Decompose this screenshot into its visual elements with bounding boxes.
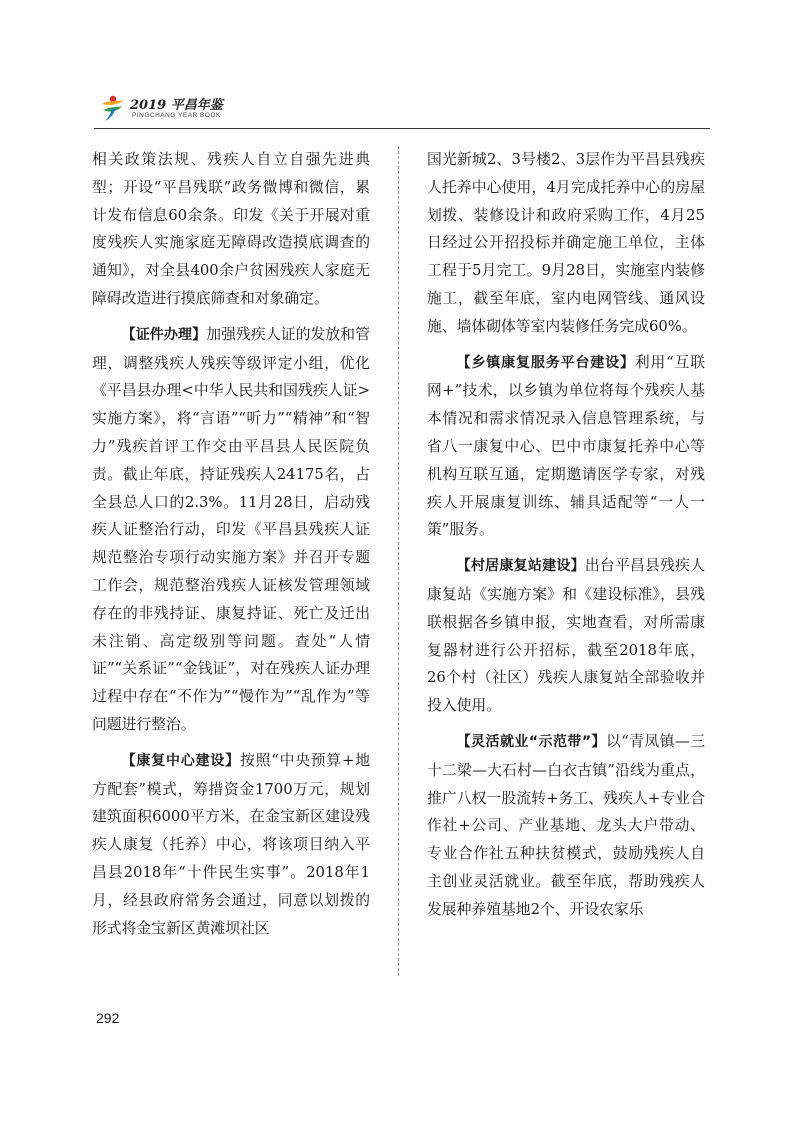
section-heading: 【灵活就业“示范带”】	[456, 733, 606, 750]
section-body: 按照“中央预算+地方配套”模式，筹措资金1700万元，规划建筑面积6000平方米，在金宝新区建设残疾人康复（托养）中心，将该项目纳入平昌县2018年“十件民生实事”。2018年1月，经县政府常务会通过，同意以划拨的形式将金宝新区黄滩坝社区	[92, 751, 371, 937]
paragraph-continued: 国光新城2、3号楼2、3层作为平昌县残疾人托养中心使用，4月完成托养中心的房屋划拨、装修设计和政府采购工作，4月25日经过公开招投标并确定施工单位，主体工程于5月完工。9月28日，实施室内装修施工，截至年底，室内电网管线、通风设施、墙体砌体等室内装修任务完成60%。	[427, 151, 705, 335]
section-flexible-employment	[427, 728, 705, 924]
yearbook-subtitle: PINGCHANG YEAR BOOK	[132, 112, 221, 119]
page-header	[92, 90, 712, 126]
section-body: 出台平昌县残疾人康复站《实施方案》和《建设标准》，县残联根据各乡镇申报，实地查看，对所需康复器材进行公开招标，截至2018年底，26个村（社区）残疾人康复站全部验收并投入使用。	[427, 557, 705, 715]
section-township-platform	[427, 349, 705, 545]
section-body: 利用“互联网+”技术，以乡镇为单位将每个残疾人基本情况和需求情况录入信息管理系统，与省八一康复中心、巴中市康复托养中心等机构互联互通，定期邀请医学专家，对残疾人开展康复训练、辅具适配等“一人一策”服务。	[427, 353, 705, 539]
column-divider	[398, 146, 399, 976]
section-village-station	[427, 552, 705, 720]
section-heading: 【乡镇康复服务平台建设】	[456, 354, 635, 371]
page-number: 292	[96, 1010, 120, 1026]
paragraph-continued: 相关政策法规、残疾人自立自强先进典型；开设“平昌残联”政务微博和微信，累计发布信息60余条。印发《关于开展对重度残疾人实施家庭无障碍改造摸底调查的通知》，对全县400余户贫困残疾人家庭无障碍改造进行摸底筛查和对象确定。	[92, 151, 370, 307]
section-heading: 【康复中心建设】	[121, 752, 241, 769]
section-heading: 【证件办理】	[121, 326, 207, 343]
yearbook-title: 2019 平昌年鉴	[130, 98, 223, 113]
yearbook-logo-icon	[100, 94, 126, 122]
right-column	[427, 146, 705, 924]
section-body: 以“青凤镇—三十二梁—大石村—白衣古镇”沿线为重点，推广八权一股流转+务工、残疾人+专业合作社+公司、产业基地、龙头大户带动、专业合作社五种扶贫模式，鼓励残疾人自主创业灵活就业。截至年底，帮助残疾人发展种养殖基地2个、开设农家乐	[427, 732, 705, 918]
section-id-card	[92, 321, 370, 739]
section-body: 加强残疾人证的发放和管理，调整残疾人残疾等级评定小组，优化《平昌县办理<中华人民共和国残疾人证>实施方案》，将“言语”“听力”“精神”和“智力”残疾首评工作交由平昌县人民医院负责。截止年底，持证残疾人24175名，占全县总人口的2.3%。11月28日，启动残疾人证整治行动，印发《平昌县残疾人证规范整治专项行动实施方案》并召开专题工作会，规范整治残疾人证核发管理领域存在的非残持证、康复持证、死亡及迁出未注销、高定级别等问题。查处“人情证”“关系证”“金钱证”，对在残疾人证办理过程中存在“不作为”“慢作为”“乱作为”等问题进行整治。	[92, 325, 370, 733]
left-column	[92, 146, 370, 942]
section-rehab-center	[92, 747, 370, 943]
header-rule	[94, 128, 710, 129]
section-heading: 【村居康复站建设】	[456, 558, 585, 575]
